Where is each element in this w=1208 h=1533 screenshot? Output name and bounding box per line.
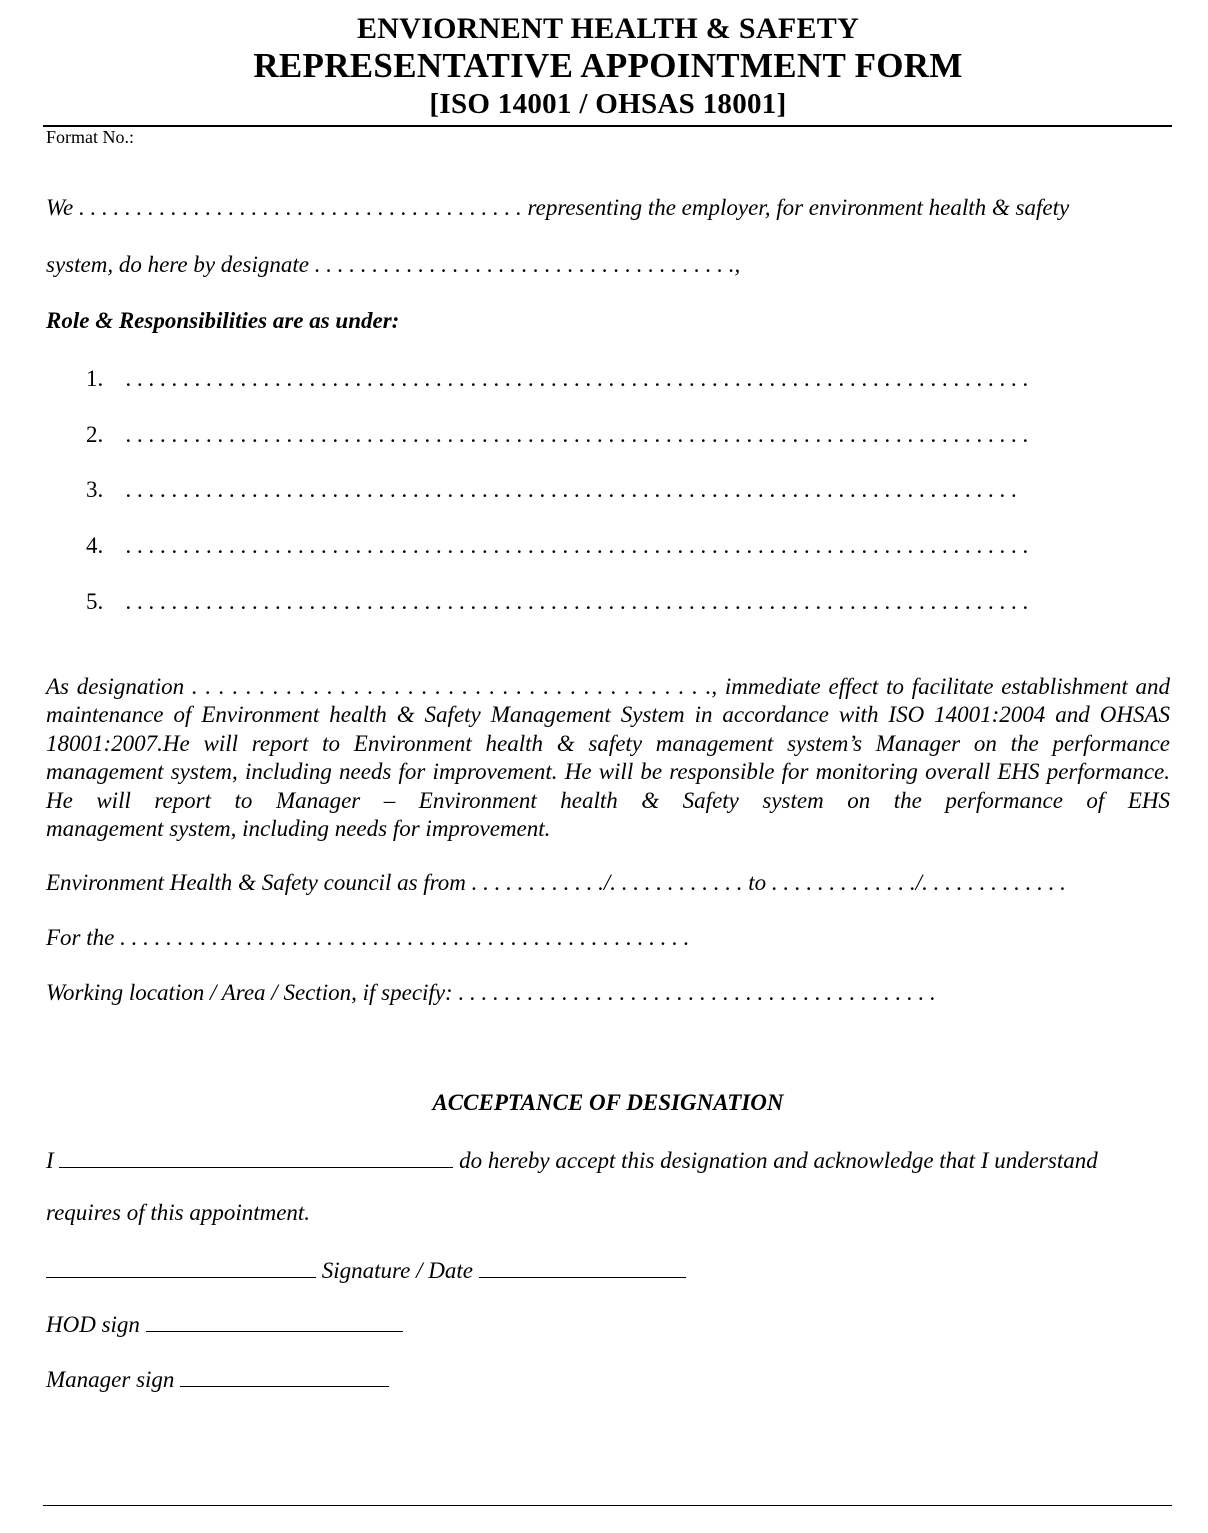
to-day-field[interactable]: . . . . . . . . . . . . . [771, 870, 916, 895]
employer-name-field[interactable]: . . . . . . . . . . . . . . . . . . . . . . . . . . . . . . . . . . . . . . . [79, 195, 522, 220]
roles-heading: Role & Responsibilities are as under: [46, 308, 400, 333]
from-month-field[interactable]: . . . . . . . . . . . . [610, 870, 743, 895]
header-divider [43, 125, 1172, 127]
signature-line[interactable] [46, 1255, 316, 1278]
role-item [86, 366, 1029, 392]
accept-text: do hereby accept this designation and acknowledge that I understand [459, 1148, 1098, 1173]
hod-sign-line [46, 1309, 403, 1338]
designation-prefix: As designation [46, 674, 185, 699]
role-item [86, 533, 1029, 559]
role-field[interactable]: . . . . . . . . . . . . . . . . . . . . . . . . . . . . . . . . . . . . . . . . . . . . . . . . . . . . . . . . . . . . . . . . . . . . . . . . . . . . . . [126, 477, 1018, 502]
title-line-1: ENVIORNENT HEALTH & SAFETY [356, 12, 860, 45]
i-label: I [46, 1148, 54, 1173]
role-field[interactable]: . . . . . . . . . . . . . . . . . . . . . . . . . . . . . . . . . . . . . . . . . . . . . . . . . . . . . . . . . . . . . . . . . . . . . . . . . . . . . . . [126, 589, 1029, 614]
location-line [46, 980, 936, 1006]
location-prefix: Working location / Area / Section, if specify: [46, 980, 453, 1005]
signature-date-line [46, 1255, 686, 1284]
role-number: 2. [86, 422, 104, 447]
we-suffix: representing the employer, for environment health & safety [527, 195, 1070, 220]
council-prefix: Environment Health & Safety council as from [46, 870, 466, 895]
for-the-prefix: For the [46, 925, 115, 950]
acceptance-heading: ACCEPTANCE OF DESIGNATION [432, 1090, 784, 1115]
to-month-field[interactable]: . . . . . . . . . . . . . [922, 870, 1066, 895]
designee-name-field[interactable]: . . . . . . . . . . . . . . . . . . . . . . . . . . . . . . . . . . . . ., [314, 252, 741, 277]
role-item [86, 422, 1029, 448]
role-number: 4. [86, 533, 104, 558]
role-number: 3. [86, 477, 104, 502]
date-line[interactable] [479, 1255, 686, 1278]
role-number: 1. [86, 366, 104, 391]
role-number: 5. [86, 589, 104, 614]
for-the-field[interactable]: . . . . . . . . . . . . . . . . . . . . . . . . . . . . . . . . . . . . . . . . . . . . . . . . . . [120, 925, 690, 950]
role-field[interactable]: . . . . . . . . . . . . . . . . . . . . . . . . . . . . . . . . . . . . . . . . . . . . . . . . . . . . . . . . . . . . . . . . . . . . . . . . . . . . . . . [126, 366, 1029, 391]
location-field[interactable]: . . . . . . . . . . . . . . . . . . . . . . . . . . . . . . . . . . . . . . . . . . [458, 980, 936, 1005]
to-label: to [748, 870, 767, 895]
requires-text: requires of this appointment. [46, 1200, 311, 1225]
acceptor-name-line[interactable] [59, 1145, 453, 1168]
designation-last-line: management system, including needs for improvement. [46, 816, 551, 842]
designation-paragraph [46, 673, 1170, 843]
hod-signature-line[interactable] [146, 1309, 403, 1332]
designation-field[interactable]: . . . . . . . . . . . . . . . . . . . . . . . . . . . . . . . . . . . . . . ., [191, 674, 718, 699]
for-the-line [46, 925, 689, 951]
accept-line [46, 1145, 1098, 1174]
designate-prefix: system, do here by designate [46, 252, 309, 277]
role-item [86, 477, 1017, 503]
manager-sign-line [46, 1364, 389, 1393]
footer-divider [43, 1505, 1172, 1506]
role-field[interactable]: . . . . . . . . . . . . . . . . . . . . . . . . . . . . . . . . . . . . . . . . . . . . . . . . . . . . . . . . . . . . . . . . . . . . . . . . . . . . . . . [126, 422, 1029, 447]
designation-body: immediate effect to facilitate establishment and maintenance of Environment health & Safety Management System in accordance with ISO 14001:2004 and OHSAS 18001:2007.He will report to Environment health & safety management system’s Manager on the performance management system, including needs for improvement. He will be responsible for monitoring overall EHS performance. He will report to Manager – Environment health & Safety system on the performance of EHS [46, 674, 1171, 813]
manager-signature-line[interactable] [180, 1364, 389, 1387]
role-item [86, 589, 1029, 615]
we-line [46, 195, 1069, 221]
designate-line [46, 252, 740, 278]
from-day-field[interactable]: . . . . . . . . . . . . [471, 870, 604, 895]
manager-label: Manager sign [46, 1367, 175, 1392]
format-no-label: Format No.: [46, 127, 134, 147]
role-field[interactable]: . . . . . . . . . . . . . . . . . . . . . . . . . . . . . . . . . . . . . . . . . . . . . . . . . . . . . . . . . . . . . . . . . . . . . . . . . . . . . . . [126, 533, 1029, 558]
title-line-2: REPRESENTATIVE APPOINTMENT FORM [253, 46, 963, 85]
hod-label: HOD sign [46, 1312, 140, 1337]
council-line: Environment Health & Safety council as from . . . . . . . . . . . ./. . . . . . . . . . . . to . . . . . . . . . . . . ./. . . . . . . . . . . . . [46, 870, 1066, 895]
signature-date-label: Signature / Date [321, 1258, 473, 1283]
title-line-3: [ISO 14001 / OHSAS 18001] [429, 88, 787, 120]
we-prefix: We [46, 195, 74, 220]
